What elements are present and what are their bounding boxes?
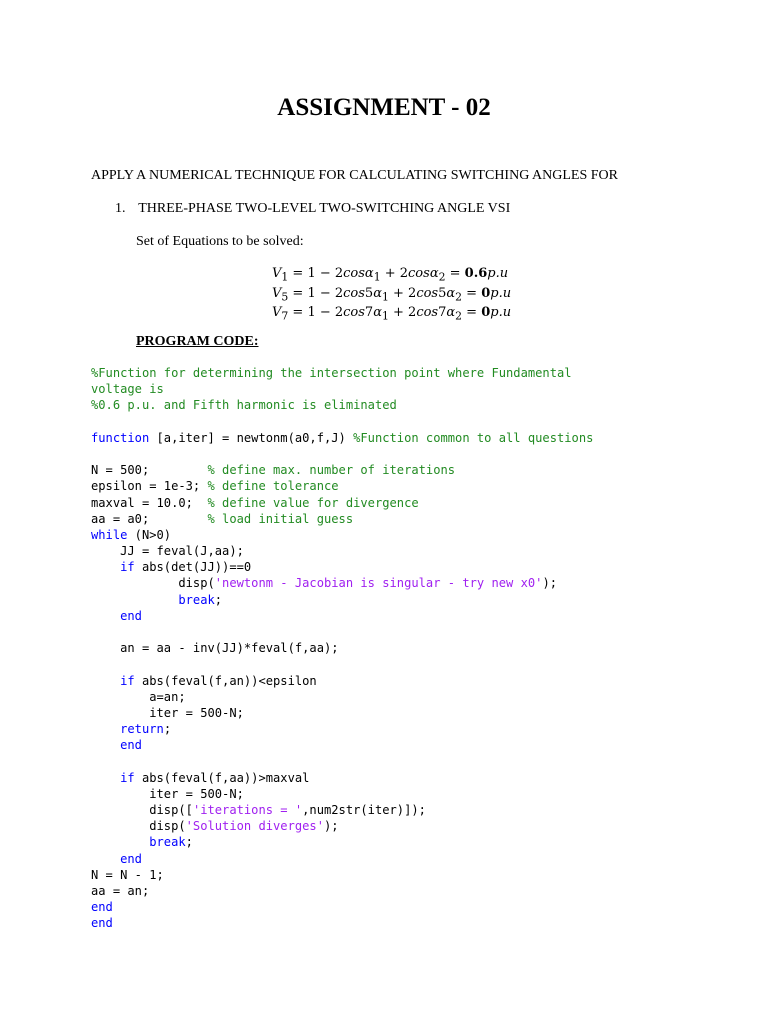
code-line [91, 640, 593, 656]
code-text: ; [185, 835, 193, 850]
equation-v1: $V_1 = 1 - 2\cos\alpha_1 + 2\cos\alpha_2 = 0.6p.u$ [272, 266, 509, 284]
code-line [91, 818, 593, 834]
code-keyword: if [120, 673, 135, 688]
code-text: iter = 500-N; [91, 786, 244, 801]
code-text: JJ = feval(J,aa); [91, 544, 244, 559]
code-line [91, 851, 593, 867]
code-keyword: end [91, 916, 113, 931]
code-line [91, 689, 593, 705]
equations-block [272, 266, 511, 325]
code-comment: % define max. number of iterations [207, 463, 456, 478]
code-keyword: if [120, 560, 135, 575]
code-line [91, 737, 593, 753]
code-text: abs(feval(f,an))<epsilon [134, 673, 317, 688]
code-comment: voltage is [91, 382, 164, 397]
code-text: disp([ [91, 803, 193, 818]
intro-text: APPLY A NUMERICAL TECHNIQUE FOR CALCULATING SWITCHING ANGLES FOR [91, 168, 618, 183]
code-text: a=an; [91, 689, 186, 704]
code-text [91, 852, 120, 866]
code-line [91, 705, 593, 721]
code-text: aa = an; [91, 884, 150, 898]
code-keyword: break [149, 835, 186, 850]
list-item [115, 200, 510, 218]
code-line [91, 430, 593, 446]
code-text [91, 609, 120, 623]
code-line [91, 899, 593, 915]
code-line [91, 446, 593, 462]
code-keyword: end [120, 851, 142, 866]
page-title: ASSIGNMENT - 02 [277, 94, 491, 121]
code-text: ; [214, 592, 223, 607]
code-text: ); [324, 819, 339, 834]
equations-label: Set of Equations to be solved: [136, 234, 304, 249]
code-line [91, 414, 593, 430]
code-text: disp( [91, 576, 215, 591]
code-line [91, 867, 593, 883]
code-line [91, 802, 593, 818]
code-keyword: end [120, 608, 142, 623]
code-line [91, 527, 593, 543]
code-comment: % define value for divergence [207, 495, 419, 510]
code-line [91, 608, 593, 624]
code-text [91, 593, 178, 607]
code-text [91, 738, 120, 752]
equation-v7: $V_7 = 1 - 2\cos 7\alpha_1 + 2\cos 7\alpha_2 = 0p.u$ [272, 305, 512, 323]
code-text [91, 835, 149, 849]
code-keyword: end [120, 738, 142, 753]
code-keyword: break [178, 592, 215, 607]
code-line [91, 656, 593, 672]
code-comment: %Function common to all questions [353, 430, 594, 445]
code-line [91, 575, 593, 591]
code-text: ,num2str(iter)]); [302, 803, 426, 818]
code-text [91, 560, 120, 574]
code-keyword: return [120, 722, 164, 737]
code-line [91, 786, 593, 802]
code-comment: % define tolerance [207, 479, 339, 494]
code-string: 'newtonm - Jacobian is singular - try new x0' [214, 576, 543, 591]
code-text: N = 500; [91, 463, 208, 478]
code-text [91, 674, 120, 688]
code-text: N = N - 1; [91, 867, 164, 882]
code-line [91, 381, 593, 397]
code-block [91, 365, 593, 932]
code-keyword: if [120, 770, 135, 785]
code-text: maxval = 10.0; [91, 495, 208, 510]
code-line [91, 478, 593, 494]
code-line [91, 673, 593, 689]
code-text: (N>0) [127, 527, 172, 542]
list-item-number: 1. [115, 201, 126, 216]
equation-v5: $V_5 = 1 - 2\cos 5\alpha_1 + 2\cos 5\alpha_2 = 0p.u$ [272, 285, 512, 304]
code-text: ; [163, 722, 172, 737]
code-text: epsilon = 1e-3; [91, 479, 208, 494]
code-line [91, 462, 593, 478]
code-line [91, 915, 593, 931]
code-line [91, 883, 593, 899]
code-text: ); [542, 576, 557, 591]
code-comment: % load initial guess [207, 511, 354, 526]
code-text: iter = 500-N; [91, 705, 244, 720]
code-text: abs(feval(f,aa))>maxval [134, 770, 310, 785]
list-item-text: THREE-PHASE TWO-LEVEL TWO-SWITCHING ANGLE VSI [138, 201, 511, 216]
code-line [91, 754, 593, 770]
code-text: abs(det(JJ))==0 [134, 560, 252, 575]
code-line [91, 592, 593, 608]
code-line [91, 624, 593, 640]
code-text [91, 722, 120, 736]
code-comment: %0.6 p.u. and Fifth harmonic is eliminated [91, 398, 397, 413]
code-text: aa = a0; [91, 511, 208, 526]
code-line [91, 770, 593, 786]
code-string: 'Solution diverges' [185, 819, 324, 834]
code-comment: %Function for determining the intersection point where Fundamental [91, 366, 572, 380]
code-keyword: end [91, 900, 113, 915]
code-keyword: while [91, 527, 128, 542]
code-text: [a,iter] = newtonm(a0,f,J) [149, 430, 354, 445]
code-line [91, 559, 593, 575]
code-text: disp( [91, 819, 186, 834]
code-line [91, 365, 593, 381]
code-line [91, 543, 593, 559]
code-line [91, 834, 593, 850]
code-line [91, 721, 593, 737]
code-line [91, 495, 593, 511]
code-line [91, 397, 593, 413]
code-keyword: function [91, 430, 150, 445]
program-code-heading: PROGRAM CODE: [136, 334, 259, 349]
code-text [91, 771, 120, 785]
code-line [91, 511, 593, 527]
code-text: an = aa - inv(JJ)*feval(f,aa); [91, 641, 339, 656]
code-string: 'iterations = ' [192, 803, 303, 818]
